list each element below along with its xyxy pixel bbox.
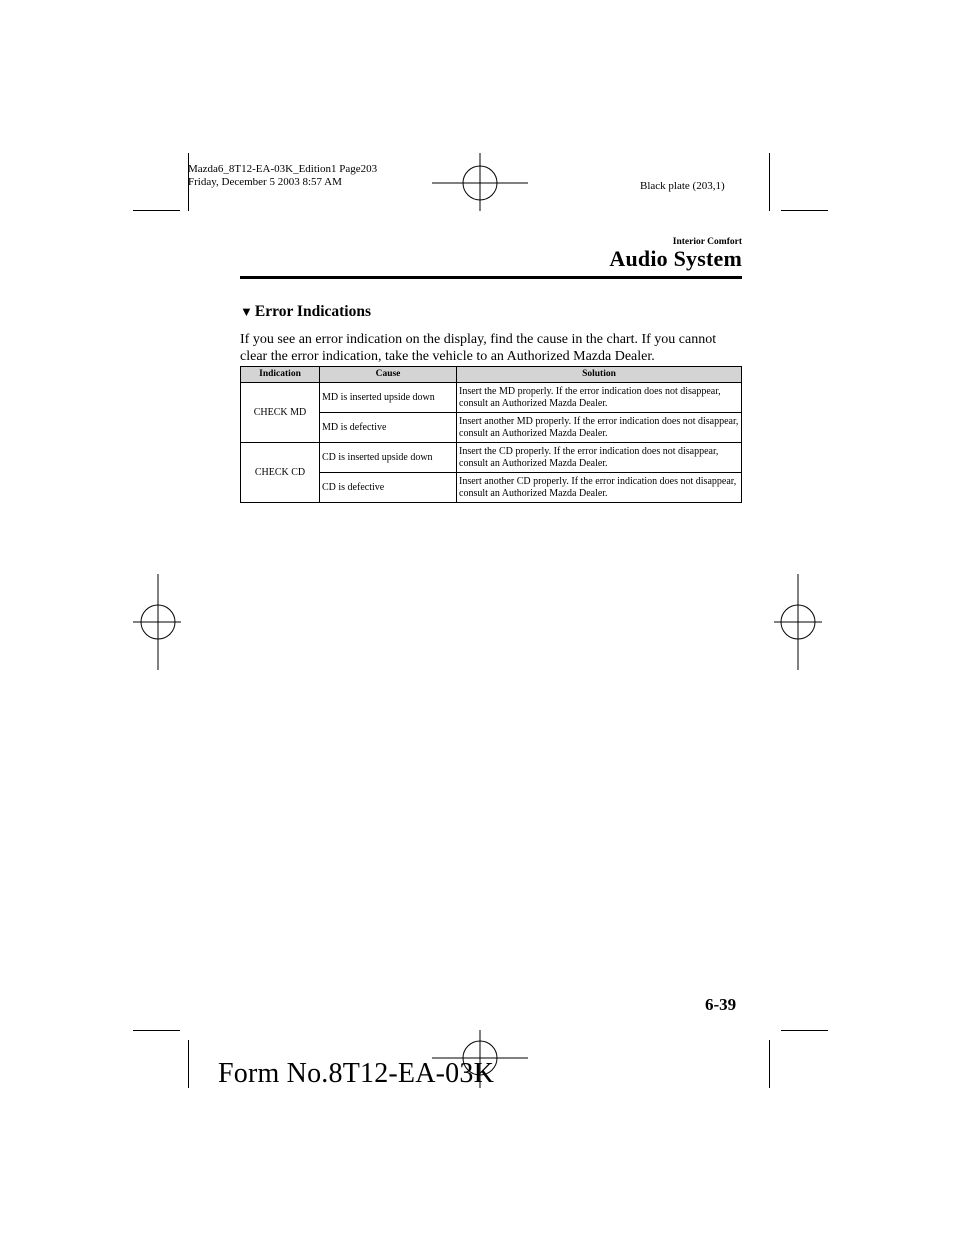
print-file-line: Mazda6_8T12-EA-03K_Edition1 Page203 xyxy=(188,163,378,175)
table-row xyxy=(241,443,742,473)
section-category: Interior Comfort xyxy=(672,237,742,247)
cause-cell: MD is defective xyxy=(320,413,457,443)
crop-mark xyxy=(133,210,180,211)
header-cause: Cause xyxy=(320,367,457,383)
page-number: 6-39 xyxy=(705,995,737,1014)
registration-mark-right xyxy=(774,574,822,670)
header-indication: Indication xyxy=(241,367,320,383)
form-number: Form No.8T12-EA-03K xyxy=(218,1058,494,1089)
indication-cell: CHECK MD xyxy=(241,383,320,443)
header-rule xyxy=(240,276,742,279)
section-title: Audio System xyxy=(609,246,742,271)
crop-mark xyxy=(781,210,828,211)
solution-cell: Insert the CD properly. If the error indication does not disappear, consult an Authorized Mazda Dealer. xyxy=(457,443,742,473)
registration-mark-left xyxy=(133,574,181,670)
print-date-line: Friday, December 5 2003 8:57 AM xyxy=(188,176,342,188)
crop-mark xyxy=(133,1030,180,1031)
cause-cell: CD is inserted upside down xyxy=(320,443,457,473)
crop-mark xyxy=(781,1030,828,1031)
table-header-row xyxy=(241,367,742,383)
subsection-title: Error Indications xyxy=(254,303,371,320)
solution-cell: Insert the MD properly. If the error indication does not disappear, consult an Authorized Mazda Dealer. xyxy=(457,383,742,413)
plate-label: Black plate (203,1) xyxy=(640,180,725,192)
crop-mark xyxy=(769,153,770,211)
table-row xyxy=(241,383,742,413)
cause-cell: CD is defective xyxy=(320,473,457,503)
crop-mark xyxy=(188,1040,189,1088)
subsection-heading xyxy=(240,303,371,321)
solution-cell: Insert another CD properly. If the error indication does not disappear, consult an Authorized Mazda Dealer. xyxy=(457,473,742,503)
triangle-marker-icon: ▼ xyxy=(240,304,253,319)
indication-cell: CHECK CD xyxy=(241,443,320,503)
solution-cell: Insert another MD properly. If the error indication does not disappear, consult an Authorized Mazda Dealer. xyxy=(457,413,742,443)
crop-mark xyxy=(769,1040,770,1088)
error-indications-table xyxy=(240,366,742,503)
print-metadata xyxy=(188,163,377,189)
cause-cell: MD is inserted upside down xyxy=(320,383,457,413)
registration-mark-top xyxy=(432,153,528,211)
header-solution: Solution xyxy=(457,367,742,383)
intro-paragraph: If you see an error indication on the display, find the cause in the chart. If you cannot clear the error indication, take the vehicle to an Authorized Mazda Dealer. xyxy=(240,332,717,364)
